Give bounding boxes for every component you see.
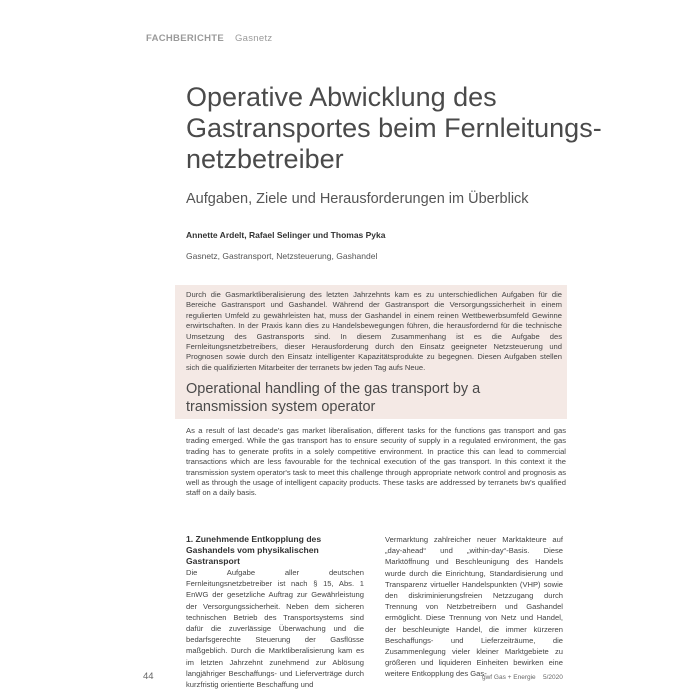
english-title: Operational handling of the gas transport by a transmission system operator xyxy=(186,381,481,415)
article-title: Operative Abwicklung des Gastransportes beim Fernleitungsnetzbetreiber xyxy=(186,82,602,174)
page-number: 44 xyxy=(143,671,154,682)
article-subtitle: Aufgaben, Ziele und Herausforderungen im Überblick xyxy=(186,191,529,207)
body-column-1 xyxy=(186,534,364,690)
header-topic: Gasnetz xyxy=(234,33,273,44)
article-authors: Annette Ardelt, Rafael Selinger und Thomas Pyka xyxy=(186,230,386,240)
article-keywords: Gasnetz, Gastransport, Netzsteuerung, Gashandel xyxy=(186,251,378,261)
column-2-text: Vermarktung zahlreicher neuer Marktakteure auf „day-ahead“ und „within-day“-Basis. Diese Marktöffnung und Beschleunigung des Handels wurde durch die Einrichtung, Standardisierung und Transparenz virtueller Handelspunkten (VHP) sowie den diskriminierungsfreien Netzzugang durch Trennung von Netzbetreibern und Gashandel ermöglicht. Diese Trennung von Netz und Handel, der beschleunigte Handel, die immer kürzeren Beschaffungs- und Lieferzeiträume, die Zusammenlegung vieler kleiner Marktgebiete zu größeren und liquideren Einheiten bewirken eine weitere Entkopplung des Gas- xyxy=(385,535,563,679)
section-heading: 1. Zunehmende Entkopplung des Gashandels vom physikalischen Gastransport xyxy=(186,534,322,566)
body-column-2 xyxy=(385,534,563,680)
header-section: FACHBERICHTE xyxy=(146,33,225,44)
abstract-english: As a result of last decade's gas market liberalisation, different tasks for the functions gas transport and gas trading emerged. While the gas transport has to ensure security of supply in a regulated environment, the gas trading has to generate profits in a solely competitive environment. In practice this can lead to commercial transactions which are less favourable for the technical execution of the gas transport. In this context it the transmission system operator's task to meet this challenge through appropriate network control and prognosis as well as through the usage of intelligent capacity products. These tasks are addressed by terranets bw's qualified staff on a daily basis. xyxy=(186,426,566,498)
running-header xyxy=(146,33,272,44)
publication-name: gwf Gas + Energie xyxy=(482,674,536,681)
abstract-german: Durch die Gasmarktliberalisierung des letzten Jahrzehnts kam es zu unterschiedlichen Aufgaben für die Bereiche Gastransport und Gashandel. Während der Gastransport die Versorgungssicherheit in einem regulierten Umfeld zu gewährleisten hat, muss der Gashandel in einem reinen Wettbewerbsumfeld Gewinne erwirtschaften. In der Praxis kann dies zu Handelsbewegungen führen, die herausfordernd für die technische Umsetzung des Gastransports sind. In diesem Zusammenhang ist es die Aufgabe des Fernleitungsnetzbetreibers, dieser Herausforderung durch den Einsatz geeigneter Netzsteuerung und Prognosen sowie durch den Einsatz intelligenter Kapazitätsprodukte zu begegnen. Diesen Aufgaben stellen sich die qualifizierten Mitarbeiter der terranets bw jeden Tag aufs Neue. xyxy=(186,290,562,372)
column-1-text: Die Aufgabe aller deutschen Fernleitungsnetzbetreiber ist nach § 15, Abs. 1 EnWG der gesetzliche Auftrag zur Gewährleistung der Versorgungssicherheit. Neben dem sicheren technischen Betrieb des Transportsystems sind dafür die zuverlässige Überwachung und die bedarfsgerechte Steuerung der Gasflüsse maßgeblich. Durch die Marktliberalisierung kam es im letzten Jahrzehnt zunehmend zur Ablösung langjähriger Beschaffungs- und Lieferverträge durch kurzfristig orientierte Beschaffung und xyxy=(186,568,364,690)
issue-number: 5/2020 xyxy=(543,674,563,681)
